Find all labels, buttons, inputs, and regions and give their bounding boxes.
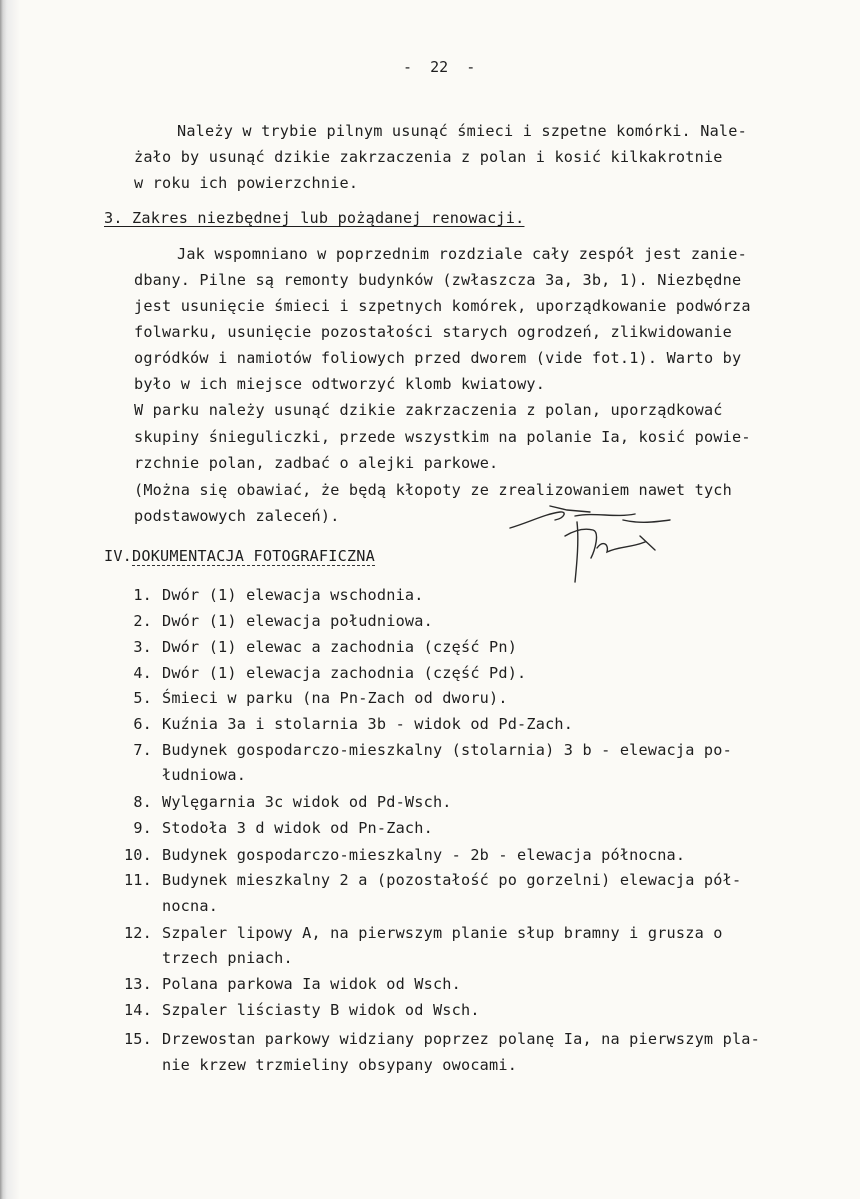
- photo-item-text: Budynek gospodarczo-mieszkalny - 2b - elewacja północna.: [162, 846, 686, 864]
- section-3-line-6: było w ich miejsce odtworzyć klomb kwiatowy.: [134, 375, 546, 393]
- photo-item-text: Dwór (1) elewac a zachodnia (część Pn): [162, 638, 518, 656]
- section-3-line-9: rzchnie polan, zadbać o alejki parkowe.: [134, 454, 499, 472]
- photo-item-text: Dwór (1) elewacja zachodnia (część Pd).: [162, 664, 527, 682]
- photo-item-text: Budynek mieszkalny 2 a (pozostałość po gorzelni) elewacja pół-: [162, 871, 742, 889]
- photo-item-number: 7.: [133, 741, 152, 759]
- photo-item-text-continued: trzech pniach.: [162, 949, 293, 967]
- section-3-heading: [104, 208, 524, 228]
- handwritten-signature: [505, 500, 680, 590]
- photo-item-number: 10.: [123, 846, 152, 864]
- photo-item-text: Śmieci w parku (na Pn-Zach od dworu).: [162, 689, 508, 707]
- photo-item-number: 8.: [133, 793, 152, 811]
- section-3-line-2: dbany. Pilne są remonty budynków (zwłaszcza 3a, 3b, 1). Niezbędne: [134, 271, 742, 289]
- section-3-line-7: W parku należy usunąć dzikie zakrzaczenia z polan, uporządkować: [134, 401, 723, 419]
- photo-item-number: 13.: [123, 975, 152, 993]
- photo-item-number: 2.: [133, 612, 152, 630]
- photo-item-number: 12.: [123, 924, 152, 942]
- photo-item-number: 9.: [133, 819, 152, 837]
- photo-item-text: Szpaler lipowy A, na pierwszym planie słup bramny i grusza o: [162, 924, 723, 942]
- intro-line-2: żało by usunąć dzikie zakrzaczenia z polan i kosić kilkakrotnie: [134, 148, 723, 166]
- photo-item-number: 3.: [133, 638, 152, 656]
- section-3-line-10: (Można się obawiać, że będą kłopoty ze zrealizowaniem nawet tych: [134, 481, 732, 499]
- photo-item-text: Wylęgarnia 3c widok od Pd-Wsch.: [162, 793, 452, 811]
- photo-item-text: Drzewostan parkowy widziany poprzez polanę Ia, na pierwszym pla-: [162, 1030, 760, 1048]
- photo-item-text-continued: łudniowa.: [162, 766, 247, 784]
- scan-binding-edge: [0, 0, 20, 1199]
- photo-item-number: 1.: [133, 586, 152, 604]
- photo-item-number: 5.: [133, 689, 152, 707]
- section-4-heading: [104, 546, 375, 566]
- photo-item-text-continued: nie krzew trzmieliny obsypany owocami.: [162, 1056, 518, 1074]
- photo-item-text: Stodoła 3 d widok od Pn-Zach.: [162, 819, 433, 837]
- photo-item-text: Polana parkowa Ia widok od Wsch.: [162, 975, 461, 993]
- section-3-heading-text: 3. Zakres niezbędnej lub pożądanej renowacji.: [104, 209, 525, 227]
- section-4-heading-text: DOKUMENTACJA FOTOGRAFICZNA: [132, 547, 375, 565]
- section-3-line-3: jest usunięcie śmieci i szpetnych komórek, uporządkowanie podwórza: [134, 297, 751, 315]
- photo-item-text: Budynek gospodarczo-mieszkalny (stolarnia) 3 b - elewacja po-: [162, 741, 732, 759]
- section-3-line-1: Jak wspomniano w poprzednim rozdziale cały zespół jest zanie-: [177, 245, 747, 263]
- section-3-line-8: skupiny śnieguliczki, przede wszystkim na polanie Ia, kosić powie-: [134, 428, 751, 446]
- section-3-line-5: ogródków i namiotów foliowych przed dworem (vide fot.1). Warto by: [134, 349, 742, 367]
- photo-item-number: 14.: [123, 1001, 152, 1019]
- photo-item-text: Szpaler liściasty B widok od Wsch.: [162, 1001, 480, 1019]
- intro-line-3: w roku ich powierzchnie.: [134, 174, 359, 192]
- photo-item-text: Dwór (1) elewacja południowa.: [162, 612, 433, 630]
- photo-item-number: 4.: [133, 664, 152, 682]
- photo-item-number: 11.: [123, 871, 152, 889]
- photo-item-number: 15.: [123, 1030, 152, 1048]
- photo-item-number: 6.: [133, 715, 152, 733]
- photo-item-text-continued: nocna.: [162, 897, 219, 915]
- section-3-line-4: folwarku, usunięcie pozostałości starych ogrodzeń, zlikwidowanie: [134, 323, 732, 341]
- intro-line-1: Należy w trybie pilnym usunąć śmieci i szpetne komórki. Nale-: [177, 122, 747, 140]
- section-4-numeral: IV.: [104, 547, 133, 565]
- photo-item-text: Kuźnia 3a i stolarnia 3b - widok od Pd-Zach.: [162, 715, 574, 733]
- page-number: - 22 -: [403, 58, 476, 76]
- section-3-line-11: podstawowych zaleceń).: [134, 507, 340, 525]
- photo-item-text: Dwór (1) elewacja wschodnia.: [162, 586, 424, 604]
